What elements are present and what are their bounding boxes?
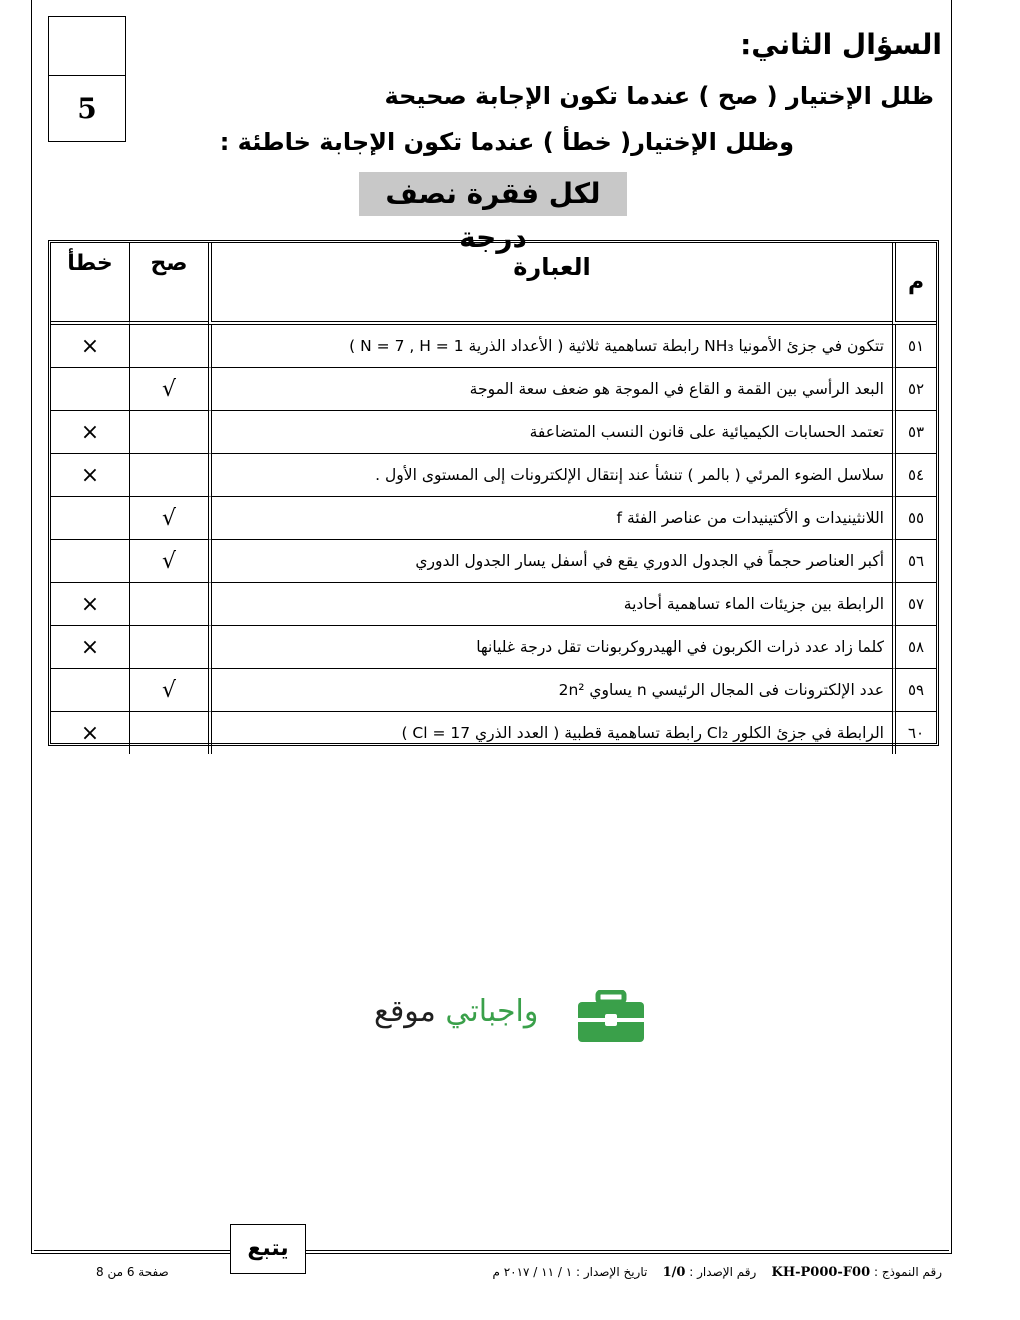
- score-value: 5: [77, 92, 97, 125]
- date-value: ١ / ١١ / ٢٠١٧ م: [492, 1265, 573, 1279]
- form-label: رقم النموذج :: [873, 1265, 942, 1279]
- row-statement: سلاسل الضوء المرئي ( بالمر ) تنشأ عند إنتقال الإلكترونات إلى المستوى الأول .: [208, 454, 892, 497]
- table-row: [51, 411, 936, 454]
- true-cell[interactable]: [129, 454, 208, 497]
- table-row: [51, 368, 936, 411]
- true-cell[interactable]: [129, 712, 208, 754]
- table-row: [51, 669, 936, 712]
- false-cell[interactable]: [51, 540, 129, 583]
- header-num: م: [892, 243, 936, 325]
- question-title: السؤال الثاني:: [740, 28, 942, 61]
- false-cell[interactable]: ×: [51, 454, 129, 497]
- page-number: صفحة 6 من 8: [96, 1265, 169, 1279]
- instruction-true: ظلل الإختيار ( صح ) عندما تكون الإجابة صحيحة: [384, 82, 934, 110]
- logo-text-green: واجباتي: [445, 994, 539, 1029]
- row-statement: تعتمد الحسابات الكيميائية على قانون النسب المتضاعفة: [208, 411, 892, 454]
- table-row: [51, 325, 936, 368]
- follow-box: يتبع: [230, 1224, 306, 1274]
- row-statement: البعد الرأسي بين القمة و القاع في الموجة هو ضعف سعة الموجة: [208, 368, 892, 411]
- grade-note: لكل فقرة نصف درجة: [359, 172, 627, 216]
- row-num: ٥٥: [892, 497, 936, 540]
- header-true: صح: [129, 243, 208, 325]
- false-cell[interactable]: ×: [51, 626, 129, 669]
- row-statement: الرابطة بين جزيئات الماء تساهمية أحادية: [208, 583, 892, 626]
- true-cell[interactable]: [129, 626, 208, 669]
- true-cell[interactable]: [129, 325, 208, 368]
- row-num: ٥٤: [892, 454, 936, 497]
- table: [51, 243, 936, 754]
- false-cell[interactable]: ×: [51, 583, 129, 626]
- true-cell[interactable]: [129, 583, 208, 626]
- row-statement: كلما زاد عدد ذرات الكربون في الهيدروكربونات تقل درجة غليانها: [208, 626, 892, 669]
- row-num: ٥٨: [892, 626, 936, 669]
- date-label: تاريخ الإصدار :: [576, 1265, 648, 1279]
- row-num: ٥١: [892, 325, 936, 368]
- table-row: [51, 583, 936, 626]
- row-num: ٥٣: [892, 411, 936, 454]
- table-row: [51, 454, 936, 497]
- score-box: [48, 16, 126, 142]
- table-row: [51, 540, 936, 583]
- site-logo-text: [374, 994, 538, 1029]
- true-cell[interactable]: √: [129, 540, 208, 583]
- row-statement: أكبر العناصر حجماً في الجدول الدوري يقع في أسفل يسار الجدول الدوري: [208, 540, 892, 583]
- false-cell[interactable]: ×: [80, 720, 100, 746]
- header-false: خطأ: [51, 243, 129, 325]
- true-cell[interactable]: √: [129, 497, 208, 540]
- form-value: KH-P000-F00: [771, 1265, 871, 1280]
- row-statement: اللانثينيدات و الأكتينيدات من عناصر الفئة f: [208, 497, 892, 540]
- false-cell[interactable]: [51, 368, 129, 411]
- true-cell[interactable]: √: [129, 368, 208, 411]
- true-cell[interactable]: [129, 411, 208, 454]
- false-cell[interactable]: [51, 669, 129, 712]
- header-statement: العبارة: [208, 243, 892, 325]
- row-statement: عدد الإلكترونات فى المجال الرئيسي n يساوي 2n²: [208, 669, 892, 712]
- row-num: ٥٢: [892, 368, 936, 411]
- row-num: ٥٦: [892, 540, 936, 583]
- row-statement: تتكون في جزئ الأمونيا NH₃ رابطة تساهمية ثلاثية ( الأعداد الذرية N = 7 , H = 1 ): [208, 325, 892, 368]
- instruction-false: وظلل الإختيار( خطأ ) عندما تكون الإجابة خاطئة :: [219, 128, 794, 156]
- true-cell[interactable]: √: [129, 669, 208, 712]
- footer-meta: [492, 1265, 942, 1280]
- version-label: رقم الإصدار :: [689, 1265, 757, 1279]
- false-cell[interactable]: ×: [51, 411, 129, 454]
- true-false-table: [48, 240, 939, 746]
- score-box-blank: [49, 17, 125, 76]
- briefcase-icon: [576, 990, 646, 1044]
- row-num: ٥٧: [892, 583, 936, 626]
- row-statement: الرابطة في جزئ الكلور Cl₂ رابطة تساهمية قطبية ( العدد الذري Cl = 17 ): [208, 712, 892, 754]
- table-row: [51, 626, 936, 669]
- row-num: ٦٠: [892, 712, 936, 754]
- row-num: ٥٩: [892, 669, 936, 712]
- false-cell[interactable]: ×: [51, 325, 129, 368]
- table-row: [51, 712, 936, 754]
- table-row: [51, 497, 936, 540]
- logo-text-dark: موقع: [374, 994, 436, 1029]
- version-value: 1/0: [662, 1265, 686, 1280]
- false-cell[interactable]: [51, 497, 129, 540]
